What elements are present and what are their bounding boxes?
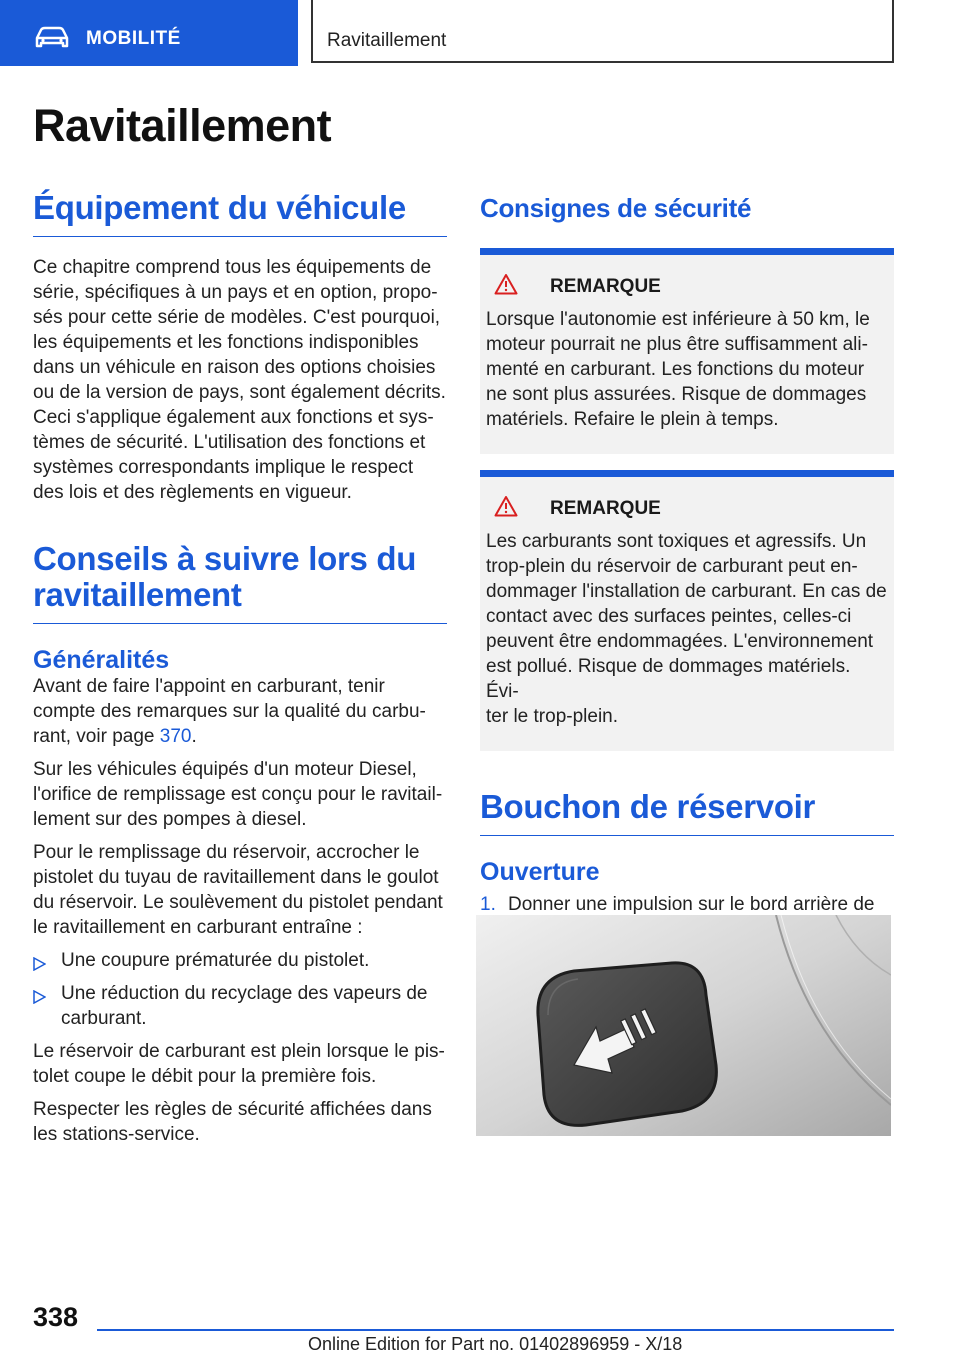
note-title: REMARQUE (550, 498, 661, 519)
generalites-paragraph-3: Pour le remplissage du réservoir, accrocher le pistolet du tuyau de ravitaillement dans le goulot du réservoir. Le soulèvement du pistolet pendant le ravitaillement en carburant entraîne : (33, 842, 443, 938)
heading-generalites: Généralités (33, 646, 170, 674)
warning-note (480, 470, 894, 751)
right-column (480, 190, 894, 967)
section-label: Ravitaillement (327, 30, 447, 51)
generalites-paragraph-5: Respecter les règles de sécurité affichées dans les stations-service. (33, 1099, 432, 1145)
heading-rule (480, 835, 894, 836)
generalites-paragraph-1: Avant de faire l'appoint en carburant, tenir compte des remarques sur la qualité du carbu- rant, voir page 370. (33, 676, 426, 747)
car-icon (34, 26, 70, 55)
chapter-label: MOBILITÉ (86, 28, 181, 49)
generalites-paragraph-4: Le réservoir de carburant est plein lorsque le pis- tolet coupe le débit pour la première fois. (33, 1041, 445, 1087)
chapter-tab[interactable] (0, 0, 298, 66)
triangle-bullet-icon (33, 953, 46, 978)
heading-consignes: Consignes de sécurité (480, 193, 752, 223)
equipement-paragraph: Ce chapitre comprend tous les équipements de série, spécifiques à un pays et en option, propo- sés pour cette série de modèles. C'est pourquoi, les équipements et les fonctions indisponibles dans un véhicule en raison des options choisies ou de la version de pays, sont également décrits. Ceci s'applique également aux fonctions et sys- tèmes de sécurité. L'utilisation des fonctions et systèmes correspondants implique le respect des lois et des règlements en vigueur. (33, 257, 446, 503)
warning-triangle-icon (494, 273, 534, 301)
step-number: 1. (480, 894, 496, 915)
page-title: Ravitaillement (33, 100, 332, 151)
heading-rule (33, 623, 447, 624)
edition-footer: Online Edition for Part no. 01402896959 - X/18 (308, 1334, 683, 1354)
note-header (494, 273, 888, 301)
list-item: Une coupure prématurée du pistolet. (33, 948, 447, 973)
list-item: Une réduction du recyclage des vapeurs de carburant. (33, 981, 447, 1031)
heading-equipement: Équipement du véhicule (33, 189, 406, 226)
note-text: Lorsque l'autonomie est inférieure à 50 km, le moteur pourrait ne plus être suffisamment ali- menté en carburant. Les fonctions du moteur ne sont plus assurées. Risque de dommages matériels. Refaire le plein à temps. (486, 309, 870, 430)
triangle-bullet-icon (33, 986, 46, 1011)
page-link[interactable]: 370 (159, 726, 192, 747)
note-header (494, 495, 888, 523)
footer-rule (97, 1329, 894, 1331)
note-title: REMARQUE (550, 276, 661, 297)
section-header (311, 0, 894, 63)
heading-rule (33, 236, 447, 237)
page-number: 338 (33, 1302, 79, 1332)
heading-conseils: Conseils à suivre lors du ravitaillement (33, 540, 417, 613)
note-text: Les carburants sont toxiques et agressifs. Un trop-plein du réservoir de carburant peut en- dommager l'installation de carburant. En cas de contact avec des surfaces peintes, celles-ci peuvent être endommagées. L'environnement est pollué. Risque de dommages matériels. Évi- ter le trop-plein. (486, 531, 887, 727)
left-column (33, 190, 447, 1147)
generalites-paragraph-2: Sur les véhicules équipés d'un moteur Diesel, l'orifice de remplissage est conçu pour le ravitail- lement sur des pompes à diesel. (33, 759, 443, 830)
fuel-flap-illustration (476, 915, 891, 1136)
heading-bouchon: Bouchon de réservoir (480, 788, 816, 825)
bullet-list (33, 948, 447, 1031)
step-item: 1. Donner une impulsion sur le bord arrière de (480, 894, 875, 915)
heading-ouverture: Ouverture (480, 858, 600, 886)
warning-triangle-icon (494, 495, 534, 523)
warning-note (480, 248, 894, 454)
